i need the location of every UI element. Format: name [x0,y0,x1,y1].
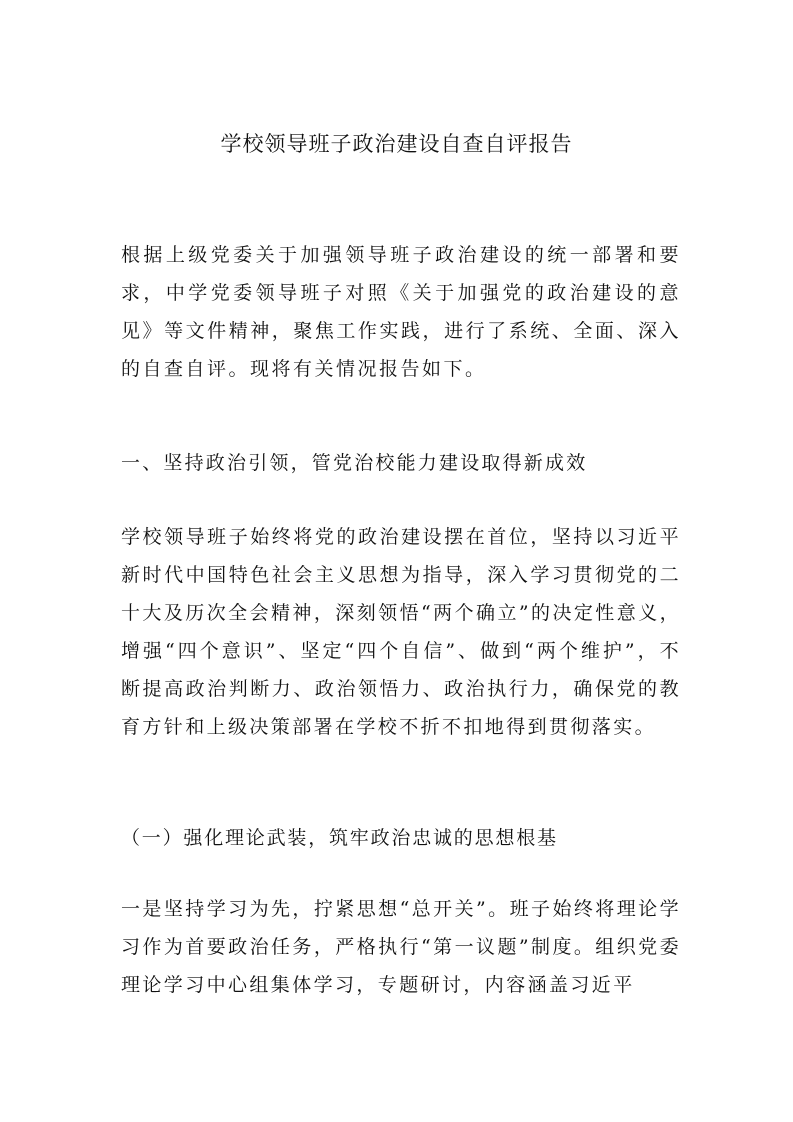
section-heading-1: 一、坚持政治引领，管党治校能力建设取得新成效 [121,452,588,474]
subsection-heading-1: （一）强化理论武装，筑牢政治忠诚的思想根基 [121,827,558,849]
document-title: 学校领导班子政治建设自查自评报告 [220,132,573,156]
section-1-paragraph: 学校领导班子始终将党的政治建设摆在首位，坚持以习近平新时代中国特色社会主义思想为指导，深入学习贯彻党的二十大及历次全会精神，深刻领悟“两个确立”的决定性意义，增强“四个意识”、坚定“四个自信”、做到“两个维护”，不断提高政治判断力、政治领悟力、政治执行力，确保党的教育方针和上级决策部署在学校不折不扣地得到贯彻落实。 [121,526,681,738]
intro-paragraph: 根据上级党委关于加强领导班子政治建设的统一部署和要求，中学党委领导班子对照《关于加强党的政治建设的意见》等文件精神，聚焦工作实践，进行了系统、全面、深入的自查自评。现将有关情况报告如下。 [121,244,681,380]
subsection-1-paragraph: 一是坚持学习为先，拧紧思想“总开关”。班子始终将理论学习作为首要政治任务，严格执行“第一议题”制度。组织党委理论学习中心组集体学习，专题研讨，内容涵盖习近平 [121,898,681,996]
